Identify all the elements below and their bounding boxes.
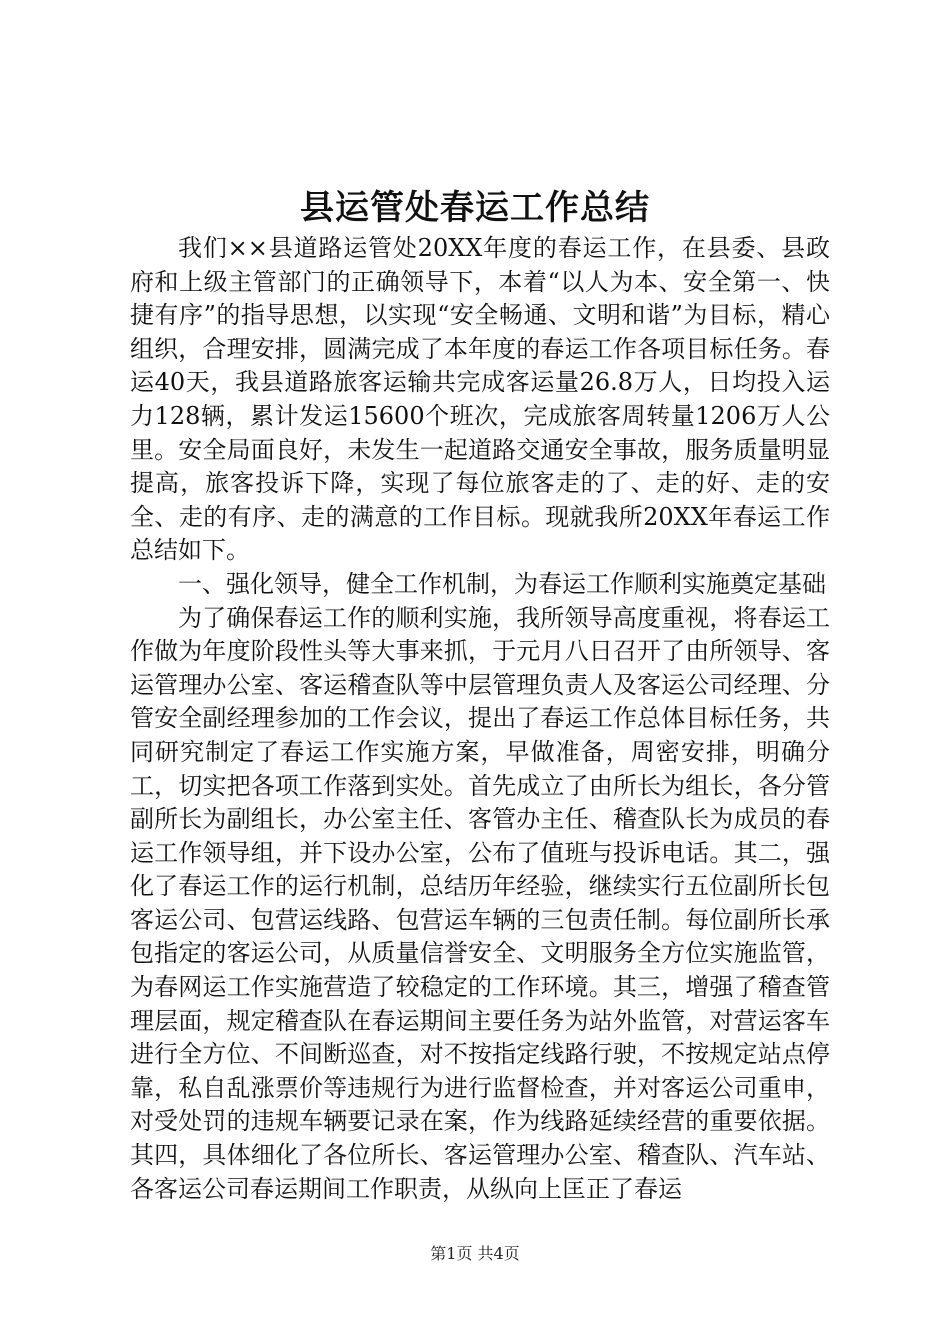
paragraph-intro: 我们××县道路运管处20XX年度的春运工作，在县委、县政府和上级主管部门的正确领导下，本着“以人为本、安全第一、快捷有序”的指导思想，以实现“安全畅通、文明和谐”为目标，精心组织，合理安排，圆满完成了本年度的春运工作各项目标任务。春运40天，我县道路旅客运输共完成客运量26.8万人，日均投入运力128辆，累计发运15600个班次，完成旅客周转量1206万人公里。安全局面良好，未发生一起道路交通安全事故，服务质量明显提高，旅客投诉下降，实现了每位旅客走的了、走的好、走的安全、走的有序、走的满意的工作目标。现就我所20XX年春运工作总结如下。 [130,234,830,565]
document-body [130,232,830,1206]
document-title: 县运管处春运工作总结 [300,188,650,228]
page-footer: 第1页 共4页 [430,1244,520,1263]
paragraph-section-1-body: 为了确保春运工作的顺利实施，我所领导高度重视，将春运工作做为年度阶段性头等大事来抓，于元月八日召开了由所领导、客运管理办公室、客运稽查队等中层管理负责人及客运公司经理、分管安全副经理参加的工作会议，提出了春运工作总体目标任务，共同研究制定了春运工作实施方案，早做准备，周密安排，明确分工，切实把各项工作落到实处。首先成立了由所长为组长，各分管副所长为副组长，办公室主任、客管办主任、稽查队长为成员的春运工作领导组，并下设办公室，公布了值班与投诉电话。其二，强化了春运工作的运行机制，总结历年经验，继续实行五位副所长包客运公司、包营运线路、包营运车辆的三包责任制。每位副所长承包指定的客运公司，从质量信誉安全、文明服务全方位实施监管，为春网运工作实施营造了较稳定的工作环境。其三，增强了稽查管理层面，规定稽查队在春运期间主要任务为站外监管，对营运客车进行全方位、不间断巡查，对不按指定线路行驶，不按规定站点停靠，私自乱涨票价等违规行为进行监督检查，并对客运公司重申，对受处罚的违规车辆要记录在案，作为线路延续经营的重要依据。其四，具体细化了各位所长、客运管理办公室、稽查队、汽车站、各客运公司春运期间工作职责，从纵向上匡正了春运 [130,603,830,1203]
section-heading-1: 一、强化领导，健全工作机制，为春运工作顺利实施奠定基础 [178,569,826,598]
